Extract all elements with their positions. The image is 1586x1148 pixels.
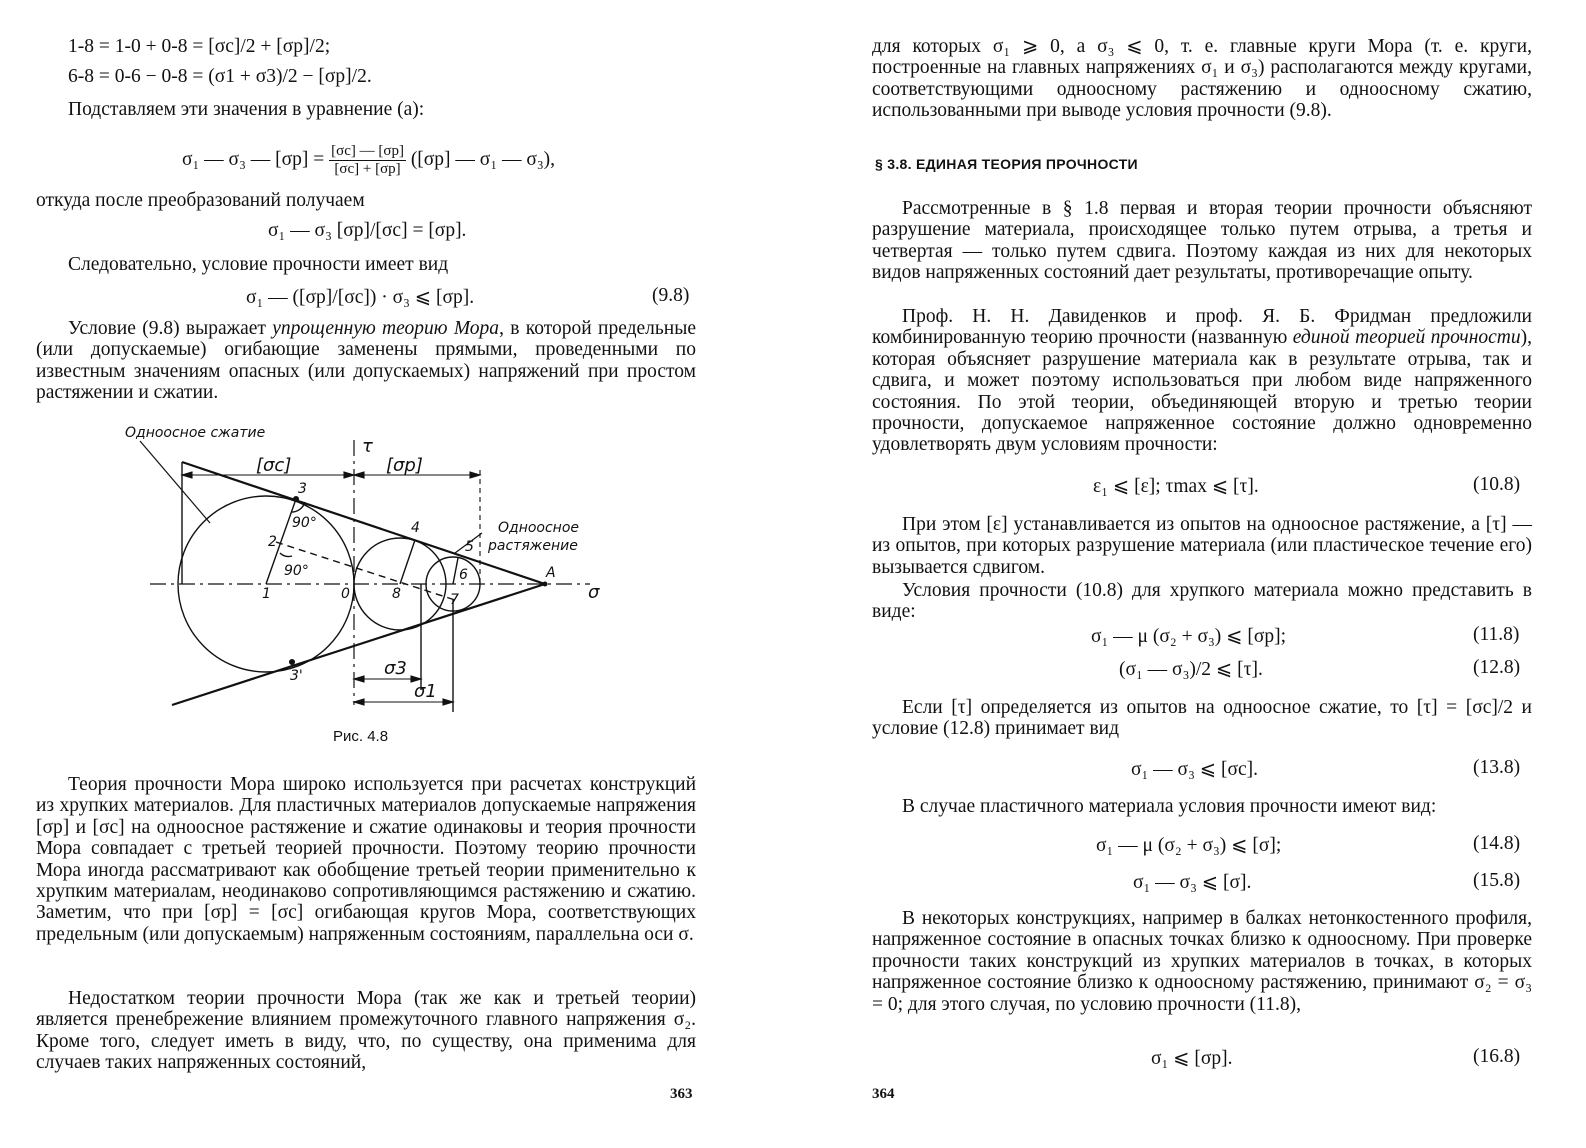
paragraph-mohr-emphasis: упрощенную теорию Мора bbox=[272, 318, 500, 339]
label-sigma-axis: σ bbox=[588, 582, 600, 603]
paragraph-7: В некоторых конструкциях, например в балках нетонкостенного профиля, напряженное состояние в опасных точках близко к одноосному. При проверке прочности таких конструкций из хрупких материалов в точках, в которых напряженное состояние близко к одноосному растяжению, принимают σ₂ = σ₃ = 0; для этого случая, по условию прочности (11.8), bbox=[872, 908, 1532, 1015]
equation-number-9-8: (9.8) bbox=[652, 285, 690, 306]
label-dim-sc: [σc] bbox=[256, 455, 292, 476]
section-heading: § 3.8. ЕДИНАЯ ТЕОРИЯ ПРОЧНОСТИ bbox=[875, 156, 1138, 172]
point-3-dot bbox=[294, 497, 299, 502]
label-point-5: 5 bbox=[465, 539, 474, 555]
equation-number-11-8: (11.8) bbox=[1473, 624, 1520, 645]
arrow-sc-left bbox=[182, 472, 192, 478]
point-3prime-dot bbox=[290, 660, 295, 665]
label-angle-upper: 90° bbox=[292, 515, 317, 531]
arrow-s1-right bbox=[443, 699, 453, 705]
point-A-dot bbox=[543, 582, 547, 586]
right-page bbox=[793, 0, 1586, 1148]
label-point-2: 2 bbox=[268, 534, 277, 550]
equation-15-8: σ₁ — σ₃ ⩽ [σ]. bbox=[1133, 872, 1252, 893]
page-number-left: 363 bbox=[670, 1086, 693, 1102]
equation-16-8: σ₁ ⩽ [σp]. bbox=[1151, 1048, 1233, 1069]
label-point-6: 6 bbox=[459, 567, 468, 583]
label-compression: Одноосное сжатие bbox=[125, 425, 266, 441]
equation-14-8: σ₁ — μ (σ₂ + σ₃) ⩽ [σ]; bbox=[1096, 835, 1282, 856]
lower-envelope bbox=[172, 584, 545, 705]
label-angle-lower: 90° bbox=[284, 563, 309, 579]
equation-a1: 1-8 = 1-0 + 0-8 = [σc]/2 + [σp]/2; bbox=[68, 36, 331, 57]
paragraph-3: При этом [ε] устанавливается из опытов на одноосное растяжение, а [τ] — из опытов, при которых разрушение материала (или пластическое течение его) вызывается сдвигом. bbox=[872, 514, 1532, 578]
equation-10-8: ε₁ ⩽ [ε]; τmax ⩽ [τ]. bbox=[1093, 476, 1259, 497]
equation-a2: 6-8 = 0-6 − 0-8 = (σ1 + σ3)/2 − [σp]/2. bbox=[68, 66, 372, 87]
label-point-A: A bbox=[546, 565, 556, 581]
paragraph-4: Условия прочности (10.8) для хрупкого материала можно представить в виде: bbox=[872, 580, 1532, 623]
equation-c: σ₁ — σ₃ [σp]/[σc] = [σp]. bbox=[268, 220, 467, 241]
label-dim-s3: σ3 bbox=[384, 658, 407, 679]
equation-12-8: (σ₁ — σ₃)/2 ⩽ [τ]. bbox=[1119, 659, 1263, 680]
label-point-4: 4 bbox=[411, 520, 420, 536]
upper-envelope bbox=[182, 462, 545, 584]
arrow-sp-right bbox=[470, 472, 480, 478]
paragraph-6: В случае пластичного материала условия прочности имеют вид: bbox=[902, 796, 1437, 817]
text-whence: откуда после преобразований получаем bbox=[36, 190, 365, 211]
figure-caption: Рис. 4.8 bbox=[333, 728, 389, 745]
paragraph-2 bbox=[872, 306, 1532, 456]
paragraph-drawback: Недостатком теории прочности Мора (так же как и третьей теории) является пренебрежение влиянием промежуточного главного напряжения σ₂. Кроме того, следует иметь в виду, что, по существу, она применима для случаев таких напряженных состояний, bbox=[36, 988, 696, 1074]
arrow-s1-left bbox=[354, 699, 364, 705]
paragraph-mohr bbox=[36, 318, 696, 404]
arrow-s3-left bbox=[354, 676, 364, 682]
label-point-0: 0 bbox=[341, 586, 350, 602]
label-point-7: 7 bbox=[450, 592, 459, 608]
page-number-right: 364 bbox=[872, 1086, 895, 1102]
equation-number-13-8: (13.8) bbox=[1473, 757, 1521, 778]
label-tau-axis: τ bbox=[362, 436, 373, 457]
label-point-8: 8 bbox=[392, 586, 401, 602]
radius-8-4 bbox=[400, 540, 415, 584]
label-tension-1: Одноосное bbox=[498, 520, 580, 536]
equation-13-8: σ₁ — σ₃ ⩽ [σc]. bbox=[1131, 759, 1258, 780]
arrow-sp-left bbox=[354, 472, 364, 478]
label-point-3prime: 3' bbox=[290, 668, 303, 684]
paragraph-2-emphasis: единой теорией прочности bbox=[1292, 327, 1521, 349]
label-dim-s1: σ1 bbox=[414, 681, 437, 702]
equation-number-15-8: (15.8) bbox=[1473, 870, 1521, 891]
equation-b-fraction bbox=[329, 143, 406, 178]
equation-b-numerator: [σc] — [σp] bbox=[331, 143, 404, 159]
paragraph-continuation: для которых σ₁ ⩾ 0, а σ₃ ⩽ 0, т. е. главные круги Мора (т. е. круги, построенные на главных напряжениях σ₁ и σ₃) располагаются между кругами, соответствующими одноосному растяжению и одноосному сжатию, использованными при выводе условия прочности (9.8). bbox=[872, 36, 1532, 122]
paragraph-mohr-rest: , в которой предельные (или допускаемые) огибающие заменены прямыми, проведенными по известным значениям опасных (или допускаемых) напряжений при простом растяжении и сжатии. bbox=[36, 318, 696, 404]
equation-number-12-8: (12.8) bbox=[1473, 657, 1521, 678]
label-point-3: 3 bbox=[298, 481, 307, 497]
equation-b-right: ([σp] — σ₁ — σ₃), bbox=[410, 148, 556, 170]
equation-number-14-8: (14.8) bbox=[1473, 833, 1521, 854]
radius-6-5 bbox=[453, 558, 458, 584]
mohr-diagram bbox=[0, 410, 793, 750]
equation-number-16-8: (16.8) bbox=[1473, 1046, 1521, 1067]
label-dim-sp: [σp] bbox=[386, 455, 423, 476]
equation-b-left: σ₁ — σ₃ — [σp] = bbox=[182, 148, 325, 170]
paragraph-1: Рассмотренные в § 1.8 первая и вторая теории прочности объясняют разрушение материала, происходящее только путем отрыва, а третья и четвертая — только путем сдвига. Поэтому каждая из них для некоторых видов напряженных состояний дает результаты, противоречащие опыту. bbox=[872, 198, 1532, 284]
paragraph-2-rest: ), которая объясняет разрушение материала как в результате отрыва, так и сдвига, и может поэтому использоваться при любом виде напряженного состояния. По этой теории, объединяющей вторую и третью теории прочности, допускаемое напряженное состояние должно одновременно удовлетворять двум условиям прочности: bbox=[872, 327, 1532, 456]
compression-leader bbox=[140, 441, 210, 523]
equation-11-8: σ₁ — μ (σ₂ + σ₃) ⩽ [σp]; bbox=[1091, 626, 1286, 647]
equation-number-10-8: (10.8) bbox=[1473, 474, 1521, 495]
equation-b bbox=[182, 143, 555, 178]
label-point-1: 1 bbox=[262, 586, 271, 602]
label-tension-2: растяжение bbox=[488, 538, 578, 554]
paragraph-mohr-prefix: Условие (9.8) выражает bbox=[68, 318, 273, 339]
text-therefore: Следовательно, условие прочности имеет вид bbox=[68, 254, 449, 275]
paragraph-2-prefix: Проф. Н. Н. Давиденков и проф. Я. Б. Фридман предложили комбинированную теорию прочности (названную bbox=[872, 306, 1532, 349]
paragraph-5: Если [τ] определяется из опытов на одноосное сжатие, то [τ] = [σc]/2 и условие (12.8) принимает вид bbox=[872, 697, 1532, 740]
equation-b-denominator: [σc] + [σp] bbox=[334, 161, 401, 177]
right-angle-2 bbox=[280, 553, 292, 557]
equation-9-8: σ₁ — ([σp]/[σc]) · σ₃ ⩽ [σp]. bbox=[246, 287, 475, 308]
text-substitute: Подставляем эти значения в уравнение (а): bbox=[68, 99, 425, 120]
paragraph-theory: Теория прочности Мора широко используется при расчетах конструкций из хрупких материалов. Для пластичных материалов допускаемые напряжения [σp] и [σc] на одноосное растяжение и сжатие одинаковы и теория прочности Мора совпадает с третьей теорией прочности. Поэтому теорию прочности Мора иногда рассматривают как обобщение третьей теории применительно к хрупким материалам, неодинаково сопротивляющимся растяжению и сжатию. Заметим, что при [σp] = [σc] огибающая кругов Мора, соответствующих предельным (или допускаемым) напряженным состояниям, параллельна оси σ. bbox=[36, 774, 696, 945]
